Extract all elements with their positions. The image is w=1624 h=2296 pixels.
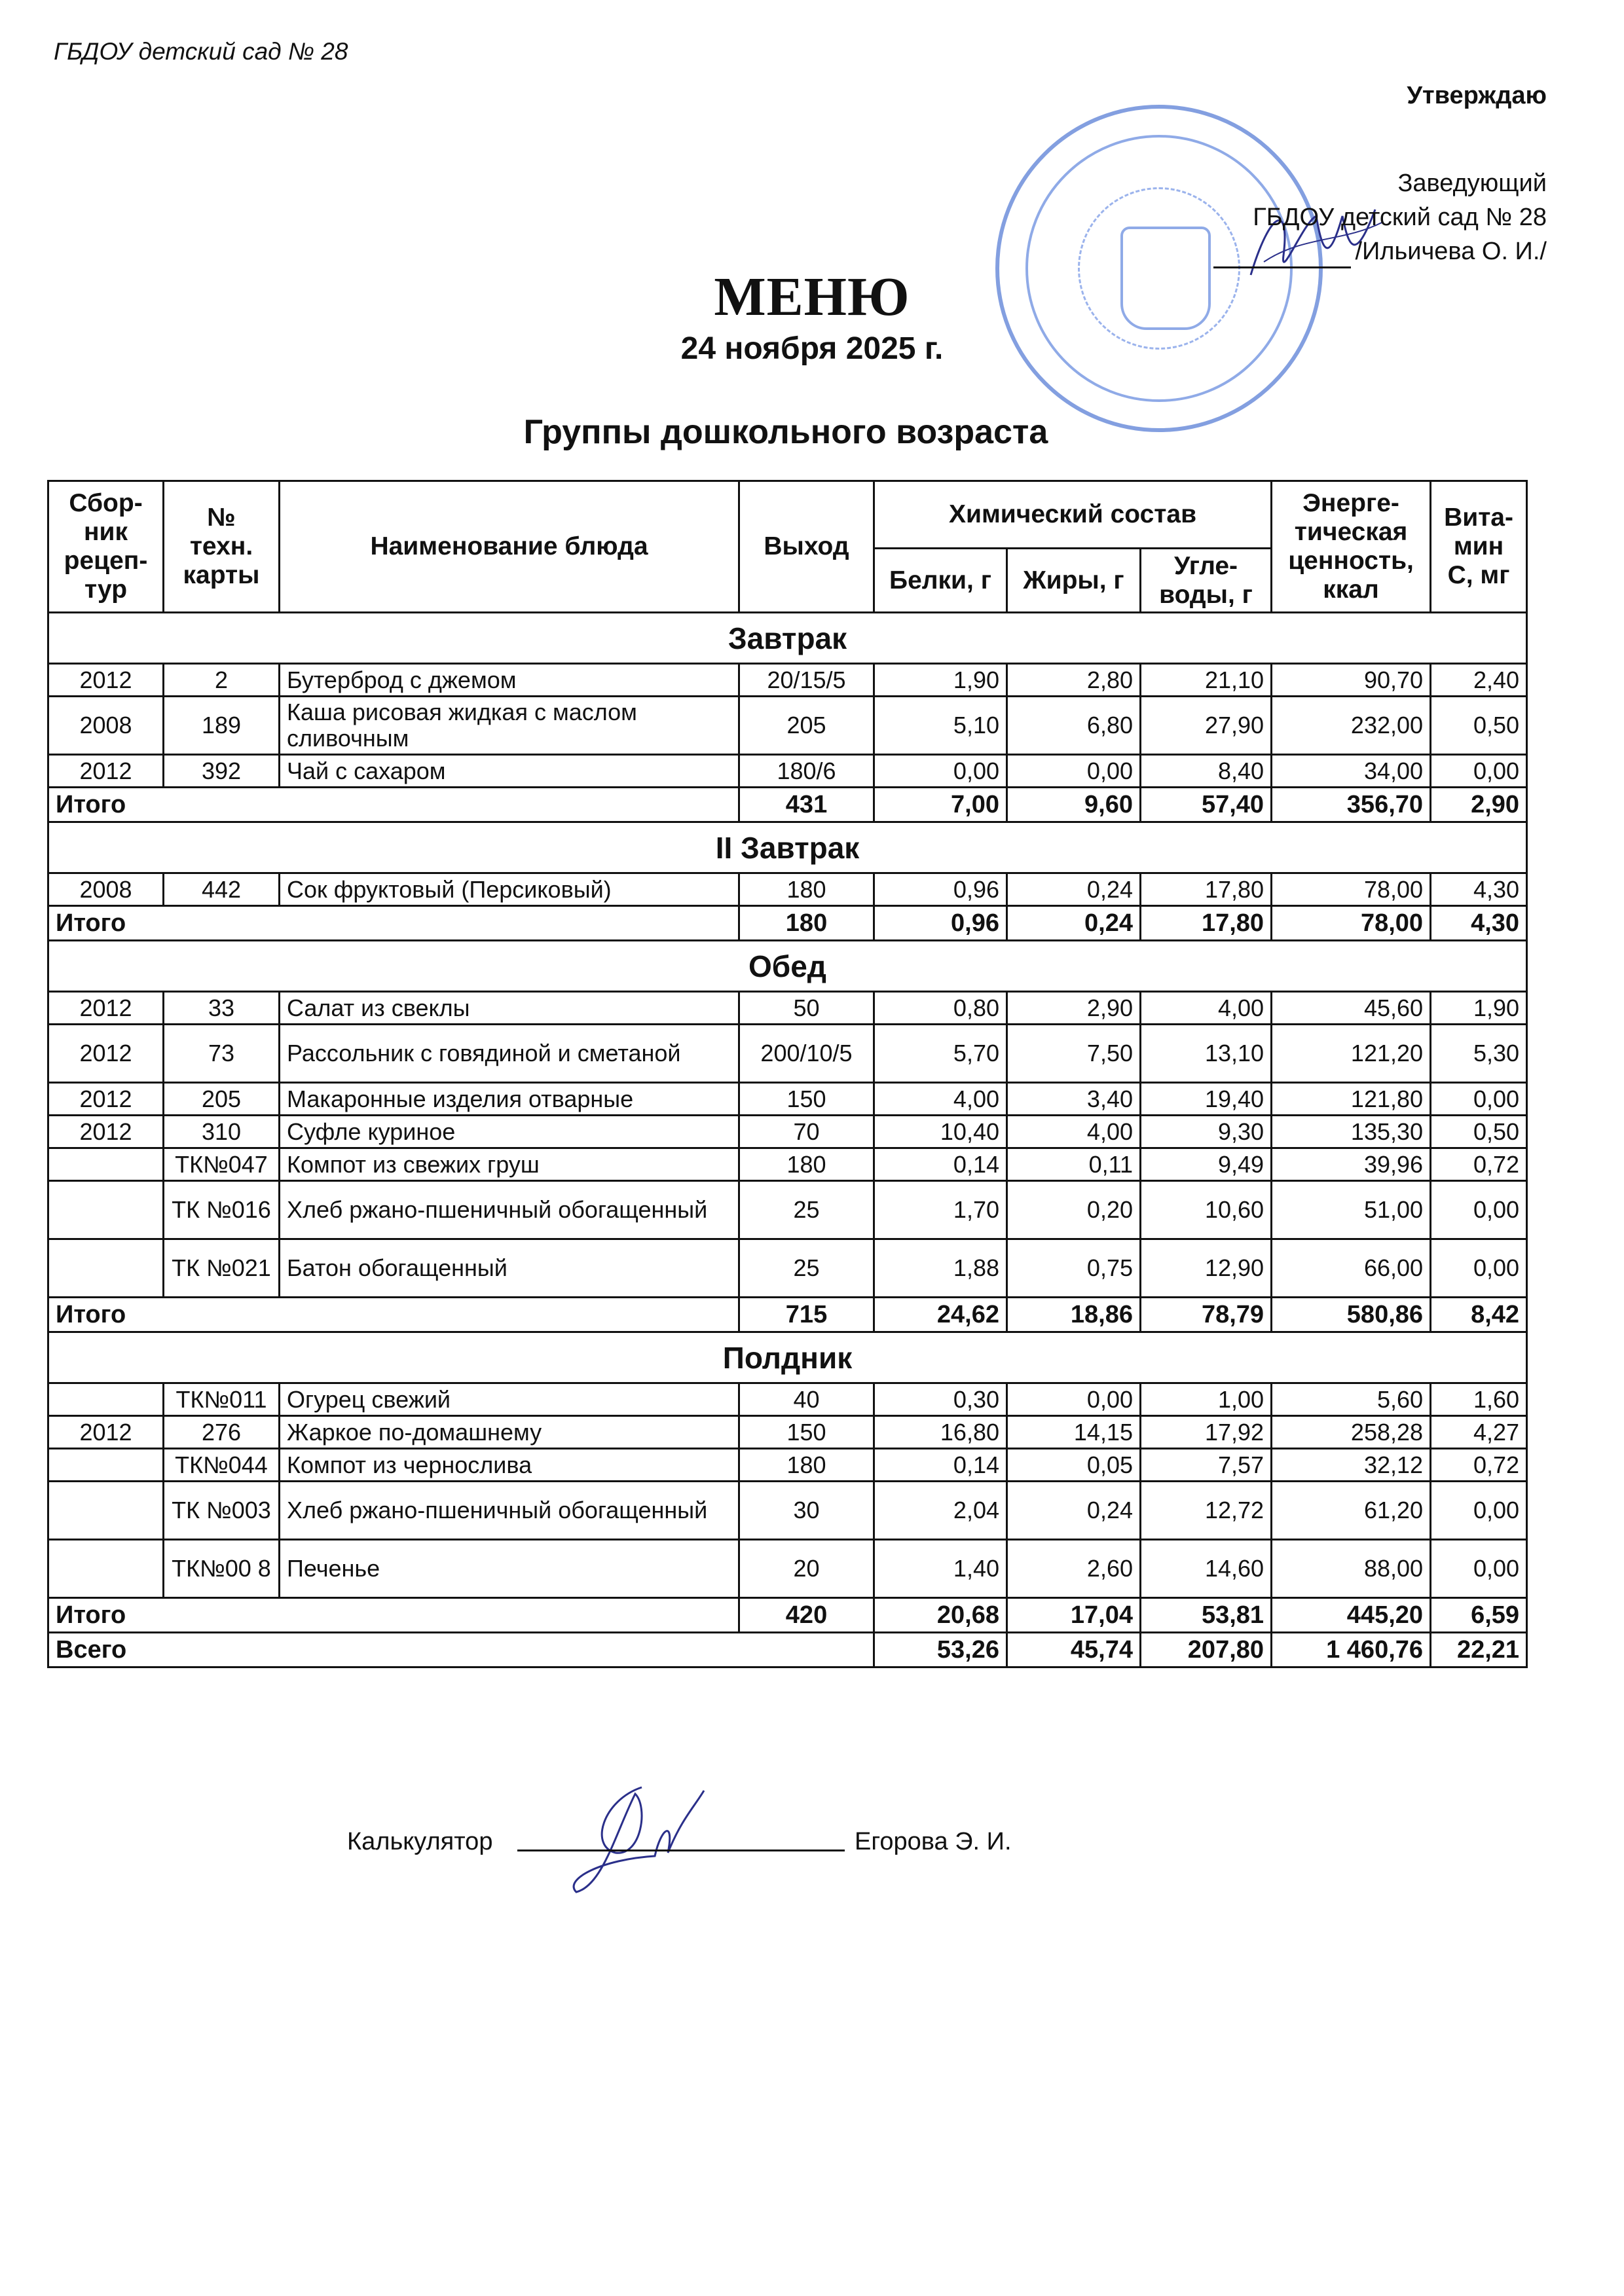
subtotal-fats: 0,24 — [1007, 906, 1141, 941]
subtotal-row — [48, 906, 1527, 941]
subtotal-carbs: 17,80 — [1141, 906, 1272, 941]
cell-fats: 0,11 — [1007, 1148, 1141, 1181]
cell-energy: 34,00 — [1272, 755, 1431, 788]
section-row — [48, 822, 1527, 873]
cell-proteins: 16,80 — [874, 1416, 1007, 1449]
cell-collection — [48, 1148, 164, 1181]
grand-total-energy: 1 460,76 — [1272, 1633, 1431, 1667]
cell-fats: 2,90 — [1007, 992, 1141, 1025]
cell-energy: 121,80 — [1272, 1083, 1431, 1116]
cell-collection: 2012 — [48, 1083, 164, 1116]
cell-dish-name: Суфле куриное — [280, 1116, 739, 1148]
header-proteins: Белки, г — [874, 549, 1007, 613]
header-carbs: Угле- воды, г — [1141, 549, 1272, 613]
table-row — [48, 1416, 1527, 1449]
subtotal-proteins: 7,00 — [874, 788, 1007, 822]
cell-proteins: 1,70 — [874, 1181, 1007, 1239]
header-energy: Энерге- тическая ценность, ккал — [1272, 481, 1431, 613]
cell-fats: 4,00 — [1007, 1116, 1141, 1148]
cell-proteins: 1,90 — [874, 664, 1007, 697]
cell-energy: 39,96 — [1272, 1148, 1431, 1181]
cell-energy: 45,60 — [1272, 992, 1431, 1025]
subtotal-vitamin-c: 6,59 — [1431, 1598, 1527, 1633]
header-vitamin-c: Вита- мин С, мг — [1431, 481, 1527, 613]
cell-carbs: 9,49 — [1141, 1148, 1272, 1181]
cell-energy: 258,28 — [1272, 1416, 1431, 1449]
cell-dish-name: Макаронные изделия отварные — [280, 1083, 739, 1116]
section-title: Полдник — [48, 1332, 1527, 1383]
cell-carbs: 4,00 — [1141, 992, 1272, 1025]
cell-dish-name: Компот из свежих груш — [280, 1148, 739, 1181]
cell-proteins: 1,40 — [874, 1540, 1007, 1598]
cell-energy: 66,00 — [1272, 1239, 1431, 1298]
subtotal-vitamin-c: 4,30 — [1431, 906, 1527, 941]
cell-output: 180 — [739, 873, 874, 906]
subtotal-row — [48, 788, 1527, 822]
cell-proteins: 0,30 — [874, 1383, 1007, 1416]
cell-dish-name: Огурец свежий — [280, 1383, 739, 1416]
cell-output: 50 — [739, 992, 874, 1025]
cell-collection — [48, 1449, 164, 1482]
cell-carbs: 19,40 — [1141, 1083, 1272, 1116]
cell-proteins: 2,04 — [874, 1482, 1007, 1540]
header-card-no: № техн. карты — [164, 481, 280, 613]
cell-collection: 2012 — [48, 1416, 164, 1449]
table-row — [48, 1383, 1527, 1416]
header-fats: Жиры, г — [1007, 549, 1141, 613]
group-subtitle: Группы дошкольного возраста — [523, 413, 1048, 451]
menu-table — [47, 480, 1528, 1668]
cell-card-no: 189 — [164, 697, 280, 755]
table-row — [48, 1540, 1527, 1598]
cell-fats: 0,24 — [1007, 873, 1141, 906]
cell-output: 25 — [739, 1181, 874, 1239]
cell-vitamin-c: 0,00 — [1431, 755, 1527, 788]
cell-energy: 5,60 — [1272, 1383, 1431, 1416]
cell-vitamin-c: 0,00 — [1431, 1482, 1527, 1540]
cell-carbs: 14,60 — [1141, 1540, 1272, 1598]
cell-card-no: 205 — [164, 1083, 280, 1116]
cell-output: 180/6 — [739, 755, 874, 788]
cell-proteins: 4,00 — [874, 1083, 1007, 1116]
section-row — [48, 1332, 1527, 1383]
table-row — [48, 664, 1527, 697]
cell-carbs: 13,10 — [1141, 1025, 1272, 1083]
subtotal-proteins: 24,62 — [874, 1298, 1007, 1332]
grand-total-row — [48, 1633, 1527, 1667]
cell-proteins: 10,40 — [874, 1116, 1007, 1148]
subtotal-output: 431 — [739, 788, 874, 822]
table-row — [48, 873, 1527, 906]
cell-output: 200/10/5 — [739, 1025, 874, 1083]
cell-card-no: 310 — [164, 1116, 280, 1148]
subtotal-energy: 445,20 — [1272, 1598, 1431, 1633]
section-title: Завтрак — [48, 613, 1527, 664]
cell-card-no: ТК №016 — [164, 1181, 280, 1239]
cell-carbs: 17,92 — [1141, 1416, 1272, 1449]
table-row — [48, 1181, 1527, 1239]
cell-card-no: 33 — [164, 992, 280, 1025]
calculator-signature-icon — [563, 1781, 733, 1899]
subtotal-fats: 17,04 — [1007, 1598, 1141, 1633]
grand-total-vitamin-c: 22,21 — [1431, 1633, 1527, 1667]
grand-total-carbs: 207,80 — [1141, 1633, 1272, 1667]
cell-card-no: 392 — [164, 755, 280, 788]
cell-vitamin-c: 0,72 — [1431, 1148, 1527, 1181]
cell-collection — [48, 1540, 164, 1598]
subtotal-row — [48, 1598, 1527, 1633]
cell-carbs: 12,72 — [1141, 1482, 1272, 1540]
cell-card-no: 73 — [164, 1025, 280, 1083]
cell-card-no: 442 — [164, 873, 280, 906]
cell-energy: 61,20 — [1272, 1482, 1431, 1540]
subtotal-carbs: 53,81 — [1141, 1598, 1272, 1633]
cell-card-no: 2 — [164, 664, 280, 697]
page-title: МЕНЮ — [714, 266, 910, 327]
cell-proteins: 0,14 — [874, 1449, 1007, 1482]
cell-fats: 0,00 — [1007, 1383, 1141, 1416]
cell-dish-name: Сок фруктовый (Персиковый) — [280, 873, 739, 906]
cell-output: 150 — [739, 1416, 874, 1449]
cell-card-no: ТК №003 — [164, 1482, 280, 1540]
cell-fats: 6,80 — [1007, 697, 1141, 755]
cell-dish-name: Каша рисовая жидкая с маслом сливочным — [280, 697, 739, 755]
cell-fats: 14,15 — [1007, 1416, 1141, 1449]
section-row — [48, 613, 1527, 664]
grand-total-proteins: 53,26 — [874, 1633, 1007, 1667]
approval-institution: ГБДОУ детский сад № 28 — [1253, 204, 1547, 231]
cell-collection: 2012 — [48, 992, 164, 1025]
subtotal-label: Итого — [48, 906, 739, 941]
header-dish-name: Наименование блюда — [280, 481, 739, 613]
subtotal-label: Итого — [48, 1298, 739, 1332]
cell-dish-name: Хлеб ржано-пшеничный обогащенный — [280, 1482, 739, 1540]
table-row — [48, 1482, 1527, 1540]
cell-vitamin-c: 0,50 — [1431, 697, 1527, 755]
cell-fats: 2,80 — [1007, 664, 1141, 697]
cell-dish-name: Компот из чернослива — [280, 1449, 739, 1482]
cell-dish-name: Чай с сахаром — [280, 755, 739, 788]
grand-total-fats: 45,74 — [1007, 1633, 1141, 1667]
cell-vitamin-c: 2,40 — [1431, 664, 1527, 697]
cell-vitamin-c: 0,00 — [1431, 1083, 1527, 1116]
subtotal-proteins: 20,68 — [874, 1598, 1007, 1633]
subtotal-vitamin-c: 8,42 — [1431, 1298, 1527, 1332]
cell-card-no: ТК№011 — [164, 1383, 280, 1416]
subtotal-row — [48, 1298, 1527, 1332]
cell-carbs: 1,00 — [1141, 1383, 1272, 1416]
cell-output: 20 — [739, 1540, 874, 1598]
cell-carbs: 8,40 — [1141, 755, 1272, 788]
subtotal-vitamin-c: 2,90 — [1431, 788, 1527, 822]
subtotal-proteins: 0,96 — [874, 906, 1007, 941]
cell-collection: 2012 — [48, 1116, 164, 1148]
subtotal-energy: 356,70 — [1272, 788, 1431, 822]
cell-collection — [48, 1181, 164, 1239]
header-collection: Сбор- ник рецеп- тур — [48, 481, 164, 613]
cell-energy: 32,12 — [1272, 1449, 1431, 1482]
cell-carbs: 21,10 — [1141, 664, 1272, 697]
table-row — [48, 1083, 1527, 1116]
table-row — [48, 1148, 1527, 1181]
cell-fats: 7,50 — [1007, 1025, 1141, 1083]
approval-signatory: /Ильичева О. И./ — [1355, 238, 1547, 265]
cell-collection: 2012 — [48, 755, 164, 788]
subtotal-fats: 9,60 — [1007, 788, 1141, 822]
table-row — [48, 1025, 1527, 1083]
cell-card-no: ТК №021 — [164, 1239, 280, 1298]
cell-output: 205 — [739, 697, 874, 755]
header-chem-composition: Химический состав — [874, 481, 1272, 549]
approval-label: Утверждаю — [1407, 82, 1547, 109]
cell-fats: 0,20 — [1007, 1181, 1141, 1239]
cell-vitamin-c: 1,60 — [1431, 1383, 1527, 1416]
cell-card-no: ТК№044 — [164, 1449, 280, 1482]
cell-energy: 121,20 — [1272, 1025, 1431, 1083]
cell-carbs: 9,30 — [1141, 1116, 1272, 1148]
cell-vitamin-c: 0,50 — [1431, 1116, 1527, 1148]
grand-total-label: Всего — [48, 1633, 874, 1667]
cell-dish-name: Салат из свеклы — [280, 992, 739, 1025]
cell-vitamin-c: 5,30 — [1431, 1025, 1527, 1083]
table-row — [48, 1239, 1527, 1298]
cell-dish-name: Печенье — [280, 1540, 739, 1598]
table-row — [48, 755, 1527, 788]
cell-fats: 3,40 — [1007, 1083, 1141, 1116]
section-row — [48, 941, 1527, 992]
cell-collection — [48, 1482, 164, 1540]
cell-output: 20/15/5 — [739, 664, 874, 697]
cell-carbs: 12,90 — [1141, 1239, 1272, 1298]
approval-block — [1213, 79, 1547, 268]
calculator-label: Калькулятор — [347, 1828, 493, 1855]
menu-body — [48, 613, 1527, 1667]
organization-name: ГБДОУ детский сад № 28 — [54, 38, 348, 65]
cell-output: 180 — [739, 1148, 874, 1181]
subtotal-energy: 580,86 — [1272, 1298, 1431, 1332]
cell-vitamin-c: 0,00 — [1431, 1239, 1527, 1298]
cell-carbs: 7,57 — [1141, 1449, 1272, 1482]
cell-vitamin-c: 4,30 — [1431, 873, 1527, 906]
menu-date: 24 ноября 2025 г. — [680, 331, 944, 366]
cell-dish-name: Бутерброд с джемом — [280, 664, 739, 697]
subtotal-energy: 78,00 — [1272, 906, 1431, 941]
cell-energy: 78,00 — [1272, 873, 1431, 906]
cell-carbs: 17,80 — [1141, 873, 1272, 906]
subtotal-carbs: 57,40 — [1141, 788, 1272, 822]
cell-dish-name: Жаркое по-домашнему — [280, 1416, 739, 1449]
cell-collection: 2012 — [48, 664, 164, 697]
header-output: Выход — [739, 481, 874, 613]
cell-vitamin-c: 0,00 — [1431, 1540, 1527, 1598]
cell-output: 180 — [739, 1449, 874, 1482]
subtotal-label: Итого — [48, 788, 739, 822]
cell-fats: 0,00 — [1007, 755, 1141, 788]
subtotal-fats: 18,86 — [1007, 1298, 1141, 1332]
cell-vitamin-c: 1,90 — [1431, 992, 1527, 1025]
subtotal-label: Итого — [48, 1598, 739, 1633]
cell-fats: 0,24 — [1007, 1482, 1141, 1540]
calculator-signature-line — [517, 1850, 845, 1851]
cell-card-no: ТК№047 — [164, 1148, 280, 1181]
cell-output: 30 — [739, 1482, 874, 1540]
cell-fats: 2,60 — [1007, 1540, 1141, 1598]
cell-energy: 232,00 — [1272, 697, 1431, 755]
cell-collection — [48, 1383, 164, 1416]
cell-card-no: 276 — [164, 1416, 280, 1449]
cell-proteins: 5,70 — [874, 1025, 1007, 1083]
cell-vitamin-c: 0,72 — [1431, 1449, 1527, 1482]
cell-fats: 0,75 — [1007, 1239, 1141, 1298]
cell-output: 40 — [739, 1383, 874, 1416]
subtotal-carbs: 78,79 — [1141, 1298, 1272, 1332]
cell-output: 150 — [739, 1083, 874, 1116]
calculator-name: Егорова Э. И. — [855, 1828, 1012, 1855]
cell-dish-name: Хлеб ржано-пшеничный обогащенный — [280, 1181, 739, 1239]
section-title: II Завтрак — [48, 822, 1527, 873]
cell-output: 70 — [739, 1116, 874, 1148]
subtotal-output: 420 — [739, 1598, 874, 1633]
cell-collection: 2008 — [48, 697, 164, 755]
table-row — [48, 697, 1527, 755]
cell-energy: 88,00 — [1272, 1540, 1431, 1598]
approval-position: Заведующий — [1397, 170, 1547, 197]
table-row — [48, 1449, 1527, 1482]
cell-collection: 2008 — [48, 873, 164, 906]
subtotal-output: 715 — [739, 1298, 874, 1332]
cell-proteins: 1,88 — [874, 1239, 1007, 1298]
cell-vitamin-c: 4,27 — [1431, 1416, 1527, 1449]
cell-proteins: 0,00 — [874, 755, 1007, 788]
cell-dish-name: Рассольник с говядиной и сметаной — [280, 1025, 739, 1083]
table-row — [48, 1116, 1527, 1148]
subtotal-output: 180 — [739, 906, 874, 941]
cell-proteins: 5,10 — [874, 697, 1007, 755]
cell-energy: 90,70 — [1272, 664, 1431, 697]
cell-vitamin-c: 0,00 — [1431, 1181, 1527, 1239]
cell-carbs: 10,60 — [1141, 1181, 1272, 1239]
cell-fats: 0,05 — [1007, 1449, 1141, 1482]
cell-dish-name: Батон обогащенный — [280, 1239, 739, 1298]
cell-proteins: 0,80 — [874, 992, 1007, 1025]
cell-proteins: 0,14 — [874, 1148, 1007, 1181]
cell-collection — [48, 1239, 164, 1298]
cell-energy: 135,30 — [1272, 1116, 1431, 1148]
cell-energy: 51,00 — [1272, 1181, 1431, 1239]
cell-card-no: ТК№00 8 — [164, 1540, 280, 1598]
cell-proteins: 0,96 — [874, 873, 1007, 906]
cell-carbs: 27,90 — [1141, 697, 1272, 755]
cell-output: 25 — [739, 1239, 874, 1298]
table-row — [48, 992, 1527, 1025]
cell-collection: 2012 — [48, 1025, 164, 1083]
section-title: Обед — [48, 941, 1527, 992]
